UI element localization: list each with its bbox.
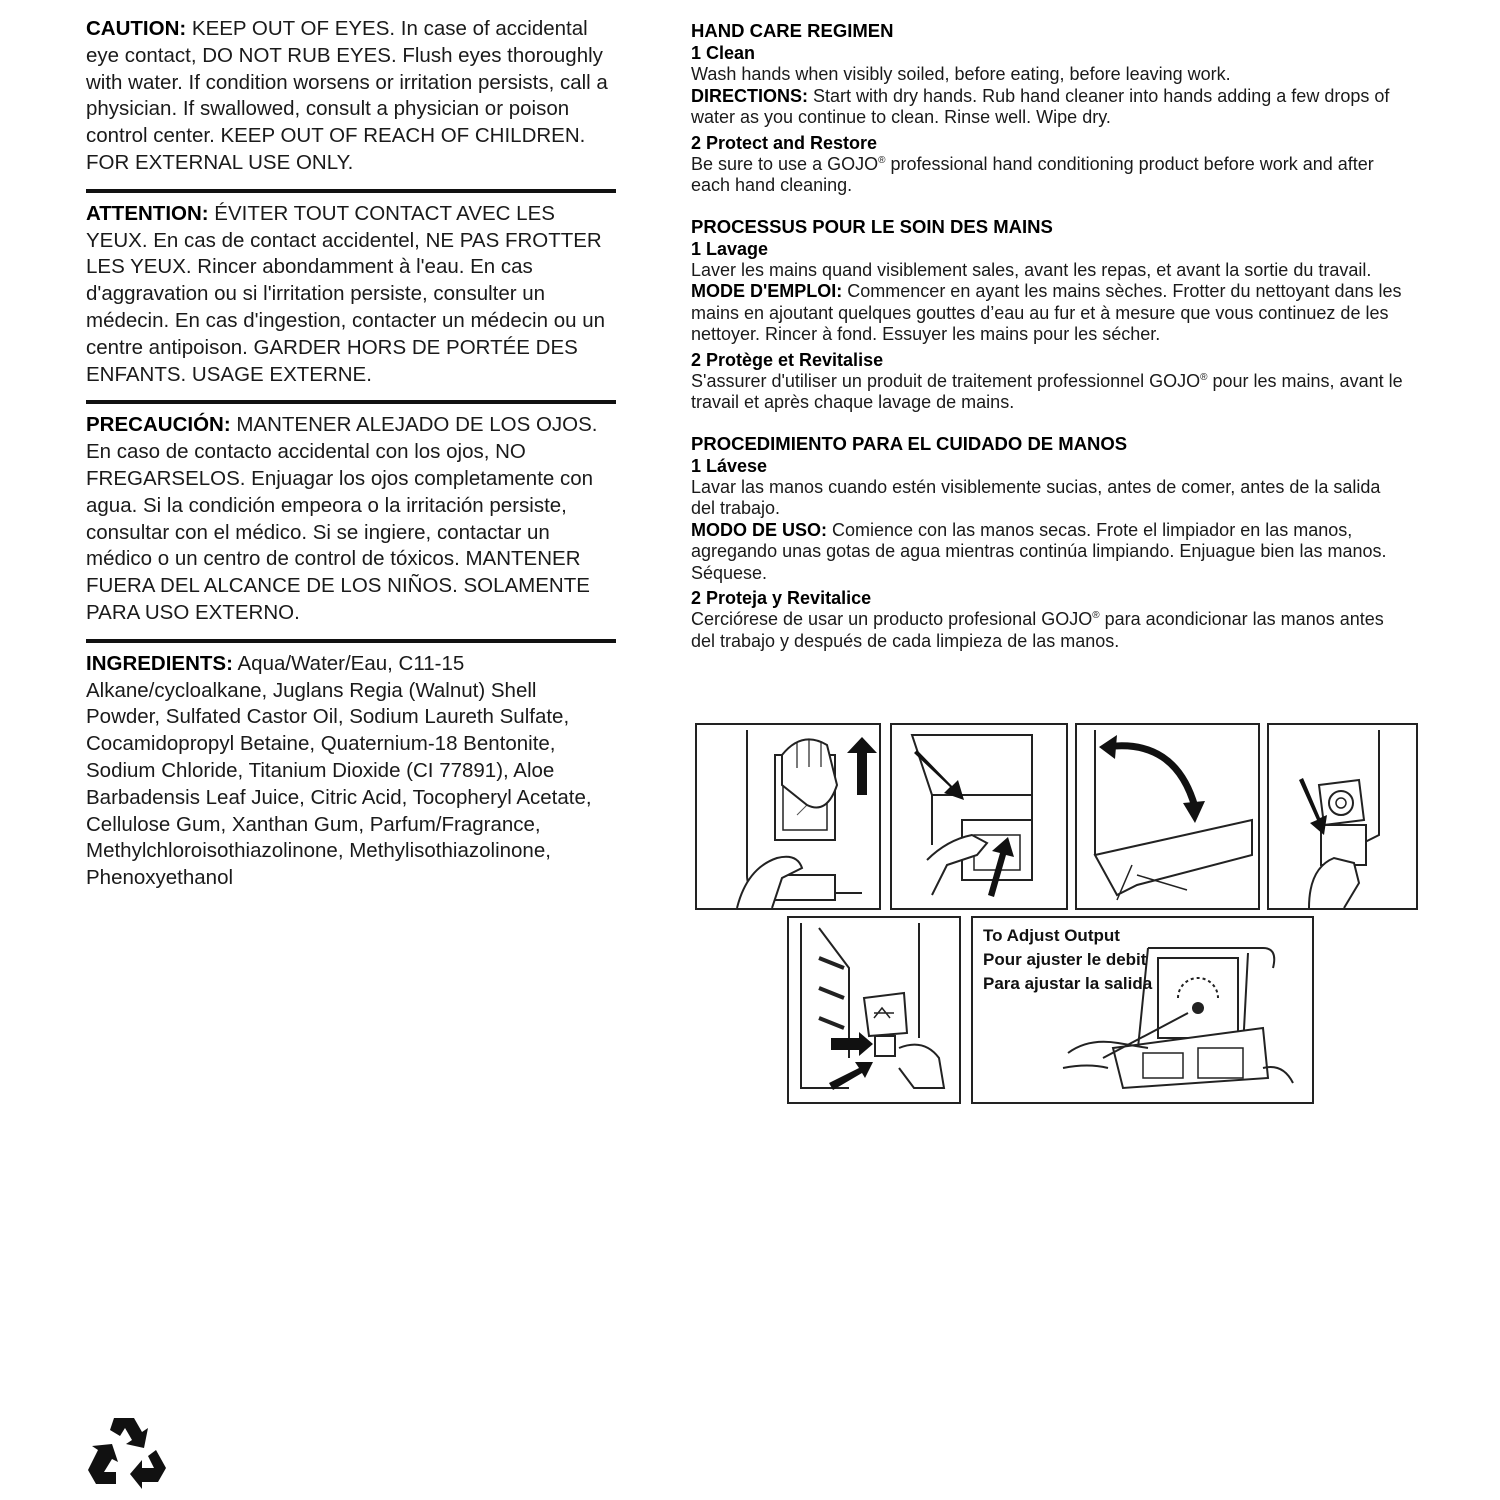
regimen-es-step2-title: 2 Proteja y Revitalice bbox=[691, 588, 872, 608]
divider bbox=[86, 400, 616, 404]
arrow-icon bbox=[847, 737, 877, 795]
cartridge-pull-illustration bbox=[789, 918, 959, 1102]
directions-label: DIRECTIONS: bbox=[691, 85, 808, 106]
registered-mark: ® bbox=[1200, 371, 1208, 383]
regimen-fr-step2-title: 2 Protège et Revitalise bbox=[691, 349, 884, 370]
ingredients-label: INGREDIENTS: bbox=[86, 651, 233, 675]
step2-text-b: pour les mains, avant le travail et après chaque lavage de mains. bbox=[691, 370, 1403, 412]
registered-mark: ® bbox=[878, 154, 886, 166]
precaucion-block bbox=[86, 412, 616, 626]
divider bbox=[86, 189, 616, 193]
step2-text-b: para acondicionar las manos antes del trabajo y después de cada limpieza de las manos. bbox=[691, 609, 1384, 651]
regimen-en-title: HAND CARE REGIMEN bbox=[691, 20, 894, 41]
regimen-es-step1-title: 1 Lávese bbox=[691, 455, 768, 476]
regimen-fr-step1-text: Laver les mains quand visiblement sales, avant les repas, et avant la sortie du travail. bbox=[691, 259, 1372, 280]
regimen-fr-title: PROCESSUS POUR LE SOIN DES MAINS bbox=[691, 215, 1053, 237]
attention-text: ÉVITER TOUT CONTACT AVEC LES YEUX. En cas de contact accidentel, NE PAS FROTTER LES YEUX. Rincer abondamment à l'eau. En cas d'aggravation ou si l'irritation persiste, consulter un médecin. En cas d'ingestion, contacter un médecin ou un centre antipoison. GARDER HORS DE PORTÉE DES ENFANTS. USAGE EXTERNE. bbox=[86, 201, 606, 386]
regimen-en-step2-text bbox=[691, 154, 1403, 197]
regimen-en-directions bbox=[691, 86, 1403, 129]
step2-text-a: Cerciórese de usar un producto profesional GOJO bbox=[691, 609, 1093, 629]
adjust-output-en: To Adjust Output bbox=[983, 926, 1120, 945]
directions-label: MODO DE USO: bbox=[691, 519, 828, 540]
directions-text: Comience con las manos secas. Frote el limpiador en las manos, agregando unas gotas de agua mientras continúa limpiando. Enjuague bien las manos. Séquese. bbox=[691, 519, 1387, 583]
warnings-column bbox=[86, 16, 616, 892]
caution-label: CAUTION: bbox=[86, 17, 187, 40]
cover-close-illustration bbox=[1077, 725, 1258, 908]
regimen-es-step1-text: Lavar las manos cuando estén visiblemente sucias, antes de comer, antes de la salida del trabajo. bbox=[691, 476, 1381, 518]
registered-mark: ® bbox=[1092, 610, 1100, 621]
cartridge-insert-illustration bbox=[892, 725, 1066, 908]
step2-text-a: S'assurer d'utiliser un produit de traitement professionnel GOJO bbox=[691, 370, 1201, 391]
regimen-fr-step1-title: 1 Lavage bbox=[691, 238, 769, 259]
directions-text: Start with dry hands. Rub hand cleaner into hands adding a few drops of water as you continue to clean. Rinse well. Wipe dry. bbox=[691, 85, 1390, 127]
divider bbox=[86, 639, 616, 643]
regimen-es-step2-text bbox=[691, 609, 1403, 652]
regimen-es-directions bbox=[691, 520, 1403, 585]
adjust-output-text bbox=[983, 924, 1152, 996]
attention-label: ATTENTION: bbox=[86, 201, 209, 225]
regimen-column bbox=[691, 20, 1403, 671]
step2-text-b: professional hand conditioning product before work and after each hand cleaning. bbox=[691, 153, 1374, 195]
dispenser-open-illustration bbox=[697, 725, 879, 908]
recycle-icon bbox=[84, 1414, 168, 1495]
illustration-step-4 bbox=[1267, 723, 1418, 910]
directions-label: MODE D'EMPLOI: bbox=[691, 281, 843, 301]
nozzle-check-illustration bbox=[1269, 725, 1416, 908]
ingredients-block bbox=[86, 651, 616, 892]
caution-block bbox=[86, 16, 616, 177]
arrow-icon bbox=[1099, 735, 1205, 823]
regimen-fr bbox=[691, 216, 1403, 414]
adjust-output-fr: Pour ajuster le debit bbox=[983, 950, 1147, 969]
regimen-es-title: PROCEDIMIENTO PARA EL CUIDADO DE MANOS bbox=[691, 432, 1128, 454]
adjust-output-es: Para ajustar la salida bbox=[983, 974, 1153, 993]
illustration-adjust-output bbox=[971, 916, 1314, 1104]
illustration-step-1 bbox=[695, 723, 881, 910]
regimen-en bbox=[691, 20, 1403, 197]
regimen-fr-directions bbox=[691, 281, 1403, 346]
precaucion-text: MANTENER ALEJADO DE LOS OJOS. En caso de contacto accidental con los ojos, NO FREGARSELOS. Enjuagar los ojos completamente con agua. Si la condición empeora o la irritación persiste, consultar con el médico. Si se ingiere, contactar un médico o un centro de control de tóxicos. MANTENER FUERA DEL ALCANCE DE LOS NIÑOS. SOLAMENTE PARA USO EXTERNO. bbox=[86, 413, 598, 624]
regimen-fr-step2-text bbox=[691, 371, 1403, 414]
illustration-step-2 bbox=[890, 723, 1068, 910]
caution-text: KEEP OUT OF EYES. In case of accidental eye contact, DO NOT RUB EYES. Flush eyes thoroughly with water. If condition worsens or irritation persists, call a physician. If swallowed, consult a physician or poison control center. KEEP OUT OF REACH OF CHILDREN. FOR EXTERNAL USE ONLY. bbox=[86, 17, 608, 174]
ingredients-text: Aqua/Water/Eau, C11-15 Alkane/cycloalkane, Juglans Regia (Walnut) Shell Powder, Sulfated Castor Oil, Sodium Laureth Sulfate, Cocamidopropyl Betaine, Quaternium-18 Bentonite, Sodium Chloride, Titanium Dioxide (CI 77891), Aloe Barbadensis Leaf Juice, Citric Acid, Tocopheryl Acetate, Cellulose Gum, Xanthan Gum, Parfum/Fragrance, Methylchloroisothiazolinone, Methylisothiazolinone, Phenoxyethanol bbox=[86, 651, 592, 890]
arrow-icon bbox=[829, 1032, 873, 1090]
regimen-en-step1-text: Wash hands when visibly soiled, before eating, before leaving work. bbox=[691, 64, 1231, 84]
step2-text-a: Be sure to use a GOJO bbox=[691, 153, 879, 174]
precaucion-label: PRECAUCIÓN: bbox=[86, 413, 231, 437]
attention-block bbox=[86, 201, 616, 389]
regimen-en-step1-title: 1 Clean bbox=[691, 43, 756, 63]
regimen-en-step2-title: 2 Protect and Restore bbox=[691, 132, 878, 153]
regimen-es bbox=[691, 433, 1403, 653]
illustration-step-3 bbox=[1075, 723, 1260, 910]
directions-text: Commencer en ayant les mains sèches. Frotter du nettoyant dans les mains en ajoutant quelques gouttes d’eau au fur et à mesure que vous continuez de les nettoyer. Rincer à fond. Essuyer les mains pour les sécher. bbox=[691, 281, 1402, 344]
illustration-step-5 bbox=[787, 916, 961, 1104]
